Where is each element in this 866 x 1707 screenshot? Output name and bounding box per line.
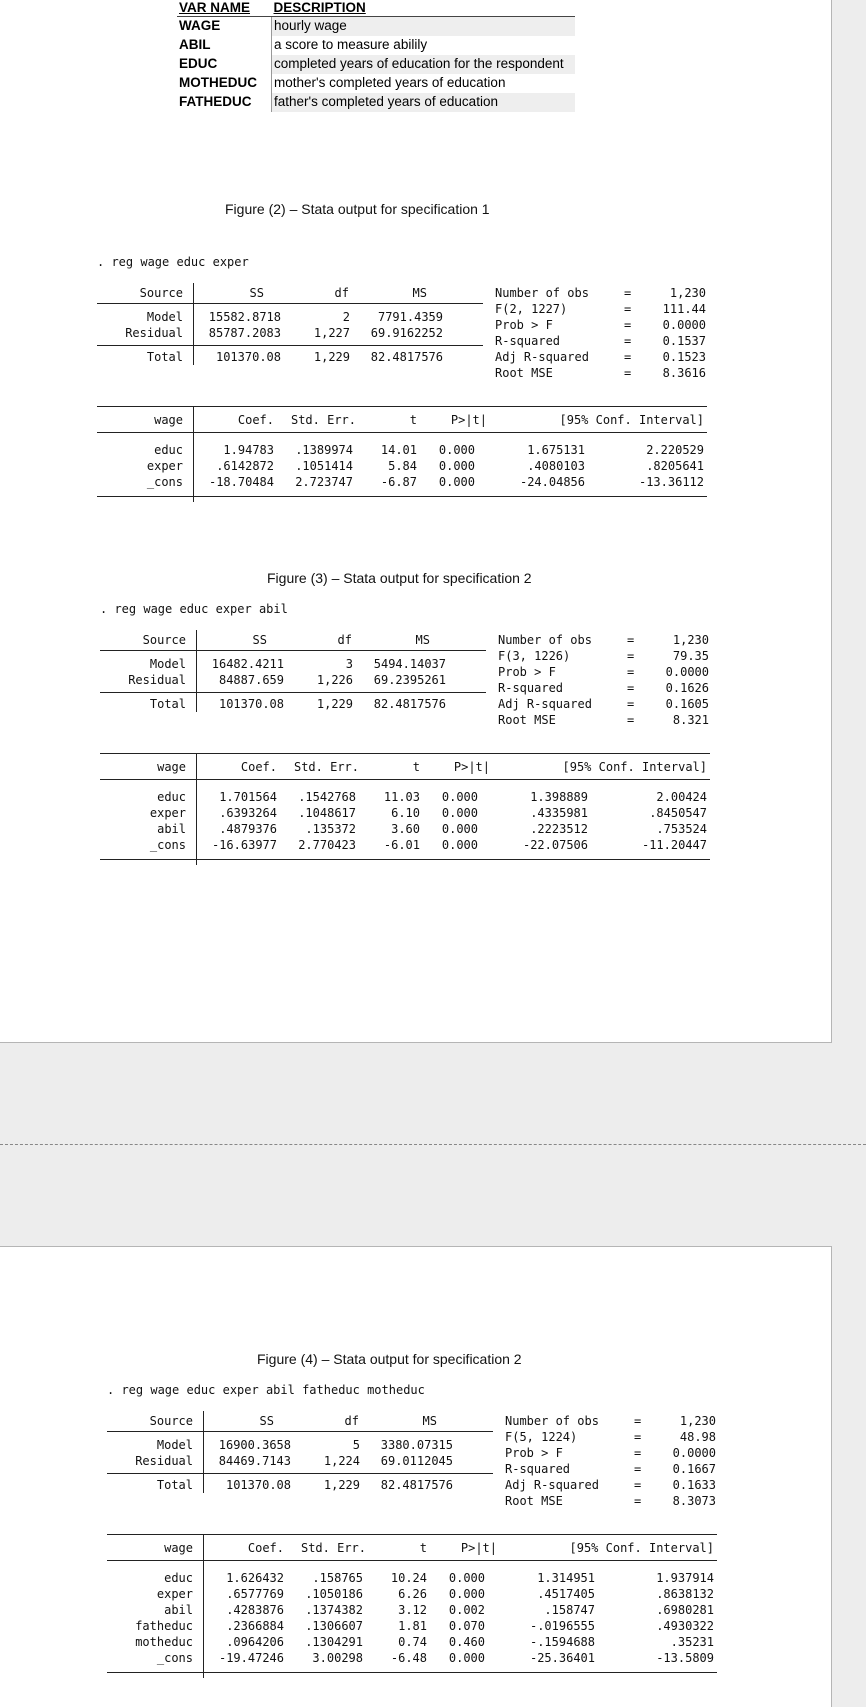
model-stat-value: 79.35 xyxy=(672,649,709,663)
model-stat-label: Number of obs xyxy=(495,286,589,300)
figure-caption: Figure (3) – Stata output for specification 2 xyxy=(267,570,532,586)
anova-ss: 16900.3658 xyxy=(218,1438,291,1452)
page-separator xyxy=(0,1144,866,1145)
coef-value: -19.47246 xyxy=(218,1651,284,1665)
std-err: 3.00298 xyxy=(312,1651,363,1665)
p-value: 0.000 xyxy=(441,806,478,820)
coef-header: t xyxy=(409,413,417,427)
t-stat: 3.12 xyxy=(398,1603,427,1617)
conf-high: -13.5809 xyxy=(656,1651,714,1665)
equals-sign: = xyxy=(634,1430,642,1444)
anova-header: df xyxy=(337,633,352,647)
rule-line xyxy=(100,692,486,693)
t-stat: -6.87 xyxy=(380,475,417,489)
anova-source: Model xyxy=(156,1438,193,1452)
model-stat-label: R-squared xyxy=(498,681,564,695)
model-stat-value: 8.3073 xyxy=(672,1494,716,1508)
rule-line xyxy=(97,345,483,346)
coef-var: educ xyxy=(164,1571,193,1585)
model-stat-value: 0.0000 xyxy=(672,1446,716,1460)
stata-command: . reg wage educ exper abil fatheduc motheduc xyxy=(107,1383,425,1397)
rule-line xyxy=(107,1560,717,1561)
anova-df: 1,224 xyxy=(323,1454,360,1468)
conf-high: .4930322 xyxy=(656,1619,714,1633)
coef-value: .6393264 xyxy=(219,806,277,820)
anova-source: Model xyxy=(149,657,186,671)
var-description: father's completed years of education xyxy=(272,93,576,112)
conf-low: -25.36401 xyxy=(529,1651,595,1665)
anova-header: MS xyxy=(422,1414,437,1428)
table-row xyxy=(177,55,575,74)
var-description: completed years of education for the respondent xyxy=(272,55,576,74)
coef-header: Coef. xyxy=(240,760,277,774)
std-err: 2.723747 xyxy=(295,475,353,489)
anova-ms: 7791.4359 xyxy=(377,310,443,324)
conf-low: .4335981 xyxy=(530,806,588,820)
equals-sign: = xyxy=(634,1494,642,1508)
coef-var: abil xyxy=(164,1603,193,1617)
std-err: .1542768 xyxy=(298,790,356,804)
anova-ss: 85787.2083 xyxy=(208,326,281,340)
conf-high: .8205641 xyxy=(646,459,704,473)
conf-low: .4517405 xyxy=(537,1587,595,1601)
conf-high: .35231 xyxy=(670,1635,714,1649)
model-stat-label: Prob > F xyxy=(505,1446,563,1460)
t-stat: 0.74 xyxy=(398,1635,427,1649)
conf-low: -24.04856 xyxy=(519,475,585,489)
coef-var: exper xyxy=(149,806,186,820)
rule-line xyxy=(97,303,483,304)
equals-sign: = xyxy=(624,318,632,332)
rule-line xyxy=(100,779,710,780)
t-stat: 6.10 xyxy=(391,806,420,820)
equals-sign: = xyxy=(624,286,632,300)
equals-sign: = xyxy=(627,697,635,711)
anova-source: Residual xyxy=(135,1454,193,1468)
t-stat: 3.60 xyxy=(391,822,420,836)
var-name: ABIL xyxy=(179,37,211,52)
rule-line xyxy=(107,1473,493,1474)
model-stat-label: Number of obs xyxy=(498,633,592,647)
conf-low: .158747 xyxy=(544,1603,595,1617)
model-stat-value: 0.1626 xyxy=(665,681,709,695)
anova-ss: 101370.08 xyxy=(218,697,284,711)
model-stat-label: F(2, 1227) xyxy=(495,302,568,316)
p-value: 0.000 xyxy=(448,1587,485,1601)
equals-sign: = xyxy=(624,366,632,380)
std-err: .1051414 xyxy=(295,459,353,473)
rule-line xyxy=(107,1534,717,1535)
t-stat: 6.26 xyxy=(398,1587,427,1601)
model-stat-label: Adj R-squared xyxy=(495,350,589,364)
table-row xyxy=(177,74,575,93)
equals-sign: = xyxy=(627,681,635,695)
std-err: .158765 xyxy=(312,1571,363,1585)
coef-value: .4879376 xyxy=(219,822,277,836)
p-value: 0.000 xyxy=(441,838,478,852)
model-stat-label: F(5, 1224) xyxy=(505,1430,578,1444)
rule-line xyxy=(107,1672,717,1673)
conf-high: .8638132 xyxy=(656,1587,714,1601)
coef-header: P>|t| xyxy=(453,760,490,774)
conf-low: .4080103 xyxy=(527,459,585,473)
anova-ms: 3380.07315 xyxy=(380,1438,453,1452)
std-err: .1048617 xyxy=(298,806,356,820)
coef-value: .4283876 xyxy=(226,1603,284,1617)
anova-header: df xyxy=(334,286,349,300)
t-stat: 11.03 xyxy=(383,790,420,804)
coef-header: wage xyxy=(157,760,186,774)
anova-ss: 101370.08 xyxy=(215,350,281,364)
anova-source: Total xyxy=(149,697,186,711)
conf-high: .753524 xyxy=(656,822,707,836)
anova-source: Total xyxy=(156,1478,193,1492)
model-stat-value: 1,230 xyxy=(679,1414,716,1428)
equals-sign: = xyxy=(627,713,635,727)
coef-value: 1.701564 xyxy=(219,790,277,804)
anova-df: 1,227 xyxy=(313,326,350,340)
std-err: 2.770423 xyxy=(298,838,356,852)
anova-ss: 101370.08 xyxy=(225,1478,291,1492)
model-stat-value: 1,230 xyxy=(672,633,709,647)
anova-ms: 82.4817576 xyxy=(370,350,443,364)
var-description: hourly wage xyxy=(272,17,576,37)
equals-sign: = xyxy=(634,1446,642,1460)
coef-value: .6577769 xyxy=(226,1587,284,1601)
model-stat-value: 8.321 xyxy=(672,713,709,727)
anova-df: 1,229 xyxy=(313,350,350,364)
coef-var: educ xyxy=(157,790,186,804)
anova-header: SS xyxy=(259,1414,274,1428)
document-page-2 xyxy=(0,1246,832,1707)
coef-header: [95% Conf. Interval] xyxy=(569,1541,714,1555)
model-stat-value: 111.44 xyxy=(662,302,706,316)
std-err: .1304291 xyxy=(305,1635,363,1649)
rule-line xyxy=(97,496,707,497)
stata-command: . reg wage educ exper xyxy=(97,255,249,269)
var-description: mother's completed years of education xyxy=(272,74,576,93)
coef-header: Coef. xyxy=(237,413,274,427)
equals-sign: = xyxy=(624,302,632,316)
description-header: DESCRIPTION xyxy=(272,0,576,17)
t-stat: -6.01 xyxy=(383,838,420,852)
anova-df: 1,226 xyxy=(316,673,353,687)
coef-header: Coef. xyxy=(247,1541,284,1555)
coef-value: 1.626432 xyxy=(226,1571,284,1585)
anova-source: Model xyxy=(146,310,183,324)
model-stat-value: 0.1633 xyxy=(672,1478,716,1492)
p-value: 0.000 xyxy=(448,1571,485,1585)
model-stat-label: Prob > F xyxy=(495,318,553,332)
figure-caption: Figure (4) – Stata output for specification 2 xyxy=(257,1351,522,1367)
conf-low: 1.398889 xyxy=(530,790,588,804)
coef-value: 1.94783 xyxy=(223,443,274,457)
table-row xyxy=(177,36,575,55)
coef-header: wage xyxy=(164,1541,193,1555)
model-stat-value: 0.1605 xyxy=(665,697,709,711)
t-stat: 1.81 xyxy=(398,1619,427,1633)
equals-sign: = xyxy=(634,1478,642,1492)
anova-df: 5 xyxy=(352,1438,360,1452)
conf-high: 2.00424 xyxy=(656,790,707,804)
equals-sign: = xyxy=(627,665,635,679)
model-stat-label: Number of obs xyxy=(505,1414,599,1428)
t-stat: -6.48 xyxy=(390,1651,427,1665)
coef-var: abil xyxy=(157,822,186,836)
var-name-header: VAR NAME xyxy=(177,0,272,17)
conf-high: 1.937914 xyxy=(656,1571,714,1585)
figure-caption: Figure (2) – Stata output for specification 1 xyxy=(225,201,490,217)
anova-ss: 15582.8718 xyxy=(208,310,281,324)
anova-ms: 82.4817576 xyxy=(380,1478,453,1492)
anova-header: Source xyxy=(139,286,183,300)
model-stat-label: Prob > F xyxy=(498,665,556,679)
coef-value: -18.70484 xyxy=(208,475,274,489)
rule-line xyxy=(97,432,707,433)
coef-header: Std. Err. xyxy=(300,1541,366,1555)
model-stat-value: 0.1537 xyxy=(662,334,706,348)
model-stat-label: Root MSE xyxy=(498,713,556,727)
p-value: 0.000 xyxy=(438,475,475,489)
coef-header: t xyxy=(412,760,420,774)
coef-header: [95% Conf. Interval] xyxy=(562,760,707,774)
model-stat-label: Adj R-squared xyxy=(498,697,592,711)
p-value: 0.002 xyxy=(448,1603,485,1617)
coef-header: wage xyxy=(154,413,183,427)
anova-ms: 69.2395261 xyxy=(373,673,446,687)
equals-sign: = xyxy=(627,649,635,663)
anova-header: MS xyxy=(415,633,430,647)
t-stat: 14.01 xyxy=(380,443,417,457)
var-name: WAGE xyxy=(179,18,221,33)
conf-low: .2223512 xyxy=(530,822,588,836)
model-stat-label: Root MSE xyxy=(495,366,553,380)
equals-sign: = xyxy=(624,334,632,348)
std-err: .1306607 xyxy=(305,1619,363,1633)
anova-header: Source xyxy=(149,1414,193,1428)
coef-header: P>|t| xyxy=(450,413,487,427)
model-stat-value: 8.3616 xyxy=(662,366,706,380)
conf-low: 1.675131 xyxy=(527,443,585,457)
var-name: MOTHEDUC xyxy=(179,75,257,90)
anova-header: Source xyxy=(142,633,186,647)
coef-var: _cons xyxy=(149,838,186,852)
variable-table-header xyxy=(177,0,575,17)
conf-high: -11.20447 xyxy=(641,838,707,852)
coef-header: t xyxy=(419,1541,427,1555)
anova-header: df xyxy=(344,1414,359,1428)
model-stat-value: 0.1523 xyxy=(662,350,706,364)
coef-var: educ xyxy=(154,443,183,457)
conf-high: .8450547 xyxy=(649,806,707,820)
anova-source: Total xyxy=(146,350,183,364)
anova-df: 3 xyxy=(345,657,353,671)
anova-ss: 84887.659 xyxy=(218,673,284,687)
coef-header: [95% Conf. Interval] xyxy=(559,413,704,427)
coef-header: Std. Err. xyxy=(290,413,356,427)
conf-high: .6980281 xyxy=(656,1603,714,1617)
rule-line xyxy=(100,650,486,651)
coef-var: exper xyxy=(156,1587,193,1601)
t-stat: 10.24 xyxy=(390,1571,427,1585)
anova-df: 1,229 xyxy=(323,1478,360,1492)
rule-line xyxy=(100,859,710,860)
coef-var: motheduc xyxy=(135,1635,193,1649)
table-row xyxy=(177,17,575,37)
p-value: 0.000 xyxy=(438,459,475,473)
conf-low: 1.314951 xyxy=(537,1571,595,1585)
coef-value: -16.63977 xyxy=(211,838,277,852)
conf-high: -13.36112 xyxy=(638,475,704,489)
coef-var: _cons xyxy=(156,1651,193,1665)
anova-source: Residual xyxy=(128,673,186,687)
model-stat-label: R-squared xyxy=(495,334,561,348)
model-stat-label: F(3, 1226) xyxy=(498,649,571,663)
coef-value: .2366884 xyxy=(226,1619,284,1633)
rule-line xyxy=(100,753,710,754)
anova-header: SS xyxy=(252,633,267,647)
var-name: FATHEDUC xyxy=(179,94,252,109)
model-stat-label: Adj R-squared xyxy=(505,1478,599,1492)
std-err: .1050186 xyxy=(305,1587,363,1601)
coef-header: P>|t| xyxy=(460,1541,497,1555)
p-value: 0.000 xyxy=(441,790,478,804)
anova-ms: 5494.14037 xyxy=(373,657,446,671)
equals-sign: = xyxy=(627,633,635,647)
std-err: .1374382 xyxy=(305,1603,363,1617)
coef-var: fatheduc xyxy=(135,1619,193,1633)
anova-header: SS xyxy=(249,286,264,300)
conf-low: -22.07506 xyxy=(522,838,588,852)
variable-description-table xyxy=(177,0,575,112)
model-stat-value: 48.98 xyxy=(679,1430,716,1444)
anova-ms: 82.4817576 xyxy=(373,697,446,711)
anova-ss: 84469.7143 xyxy=(218,1454,291,1468)
p-value: 0.460 xyxy=(448,1635,485,1649)
model-stat-value: 0.0000 xyxy=(662,318,706,332)
t-stat: 5.84 xyxy=(388,459,417,473)
conf-high: 2.220529 xyxy=(646,443,704,457)
anova-df: 1,229 xyxy=(316,697,353,711)
conf-low: -.0196555 xyxy=(529,1619,595,1633)
equals-sign: = xyxy=(634,1462,642,1476)
var-name: EDUC xyxy=(179,56,218,71)
model-stat-value: 0.0000 xyxy=(665,665,709,679)
equals-sign: = xyxy=(634,1414,642,1428)
std-err: .135372 xyxy=(305,822,356,836)
equals-sign: = xyxy=(624,350,632,364)
model-stat-label: Root MSE xyxy=(505,1494,563,1508)
stata-command: . reg wage educ exper abil xyxy=(100,602,288,616)
std-err: .1389974 xyxy=(295,443,353,457)
model-stat-value: 0.1667 xyxy=(672,1462,716,1476)
var-description: a score to measure abilily xyxy=(272,36,576,55)
anova-source: Residual xyxy=(125,326,183,340)
anova-ms: 69.0112045 xyxy=(380,1454,453,1468)
rule-line xyxy=(107,1431,493,1432)
anova-header: MS xyxy=(412,286,427,300)
coef-var: exper xyxy=(146,459,183,473)
rule-line xyxy=(97,406,707,407)
model-stat-label: R-squared xyxy=(505,1462,571,1476)
anova-ms: 69.9162252 xyxy=(370,326,443,340)
p-value: 0.000 xyxy=(448,1651,485,1665)
p-value: 0.070 xyxy=(448,1619,485,1633)
coef-var: _cons xyxy=(146,475,183,489)
anova-ss: 16482.4211 xyxy=(211,657,284,671)
coef-value: .6142872 xyxy=(216,459,274,473)
table-row xyxy=(177,93,575,112)
conf-low: -.1594688 xyxy=(529,1635,595,1649)
coef-value: .0964206 xyxy=(226,1635,284,1649)
coef-header: Std. Err. xyxy=(293,760,359,774)
model-stat-value: 1,230 xyxy=(669,286,706,300)
anova-df: 2 xyxy=(342,310,350,324)
p-value: 0.000 xyxy=(441,822,478,836)
p-value: 0.000 xyxy=(438,443,475,457)
